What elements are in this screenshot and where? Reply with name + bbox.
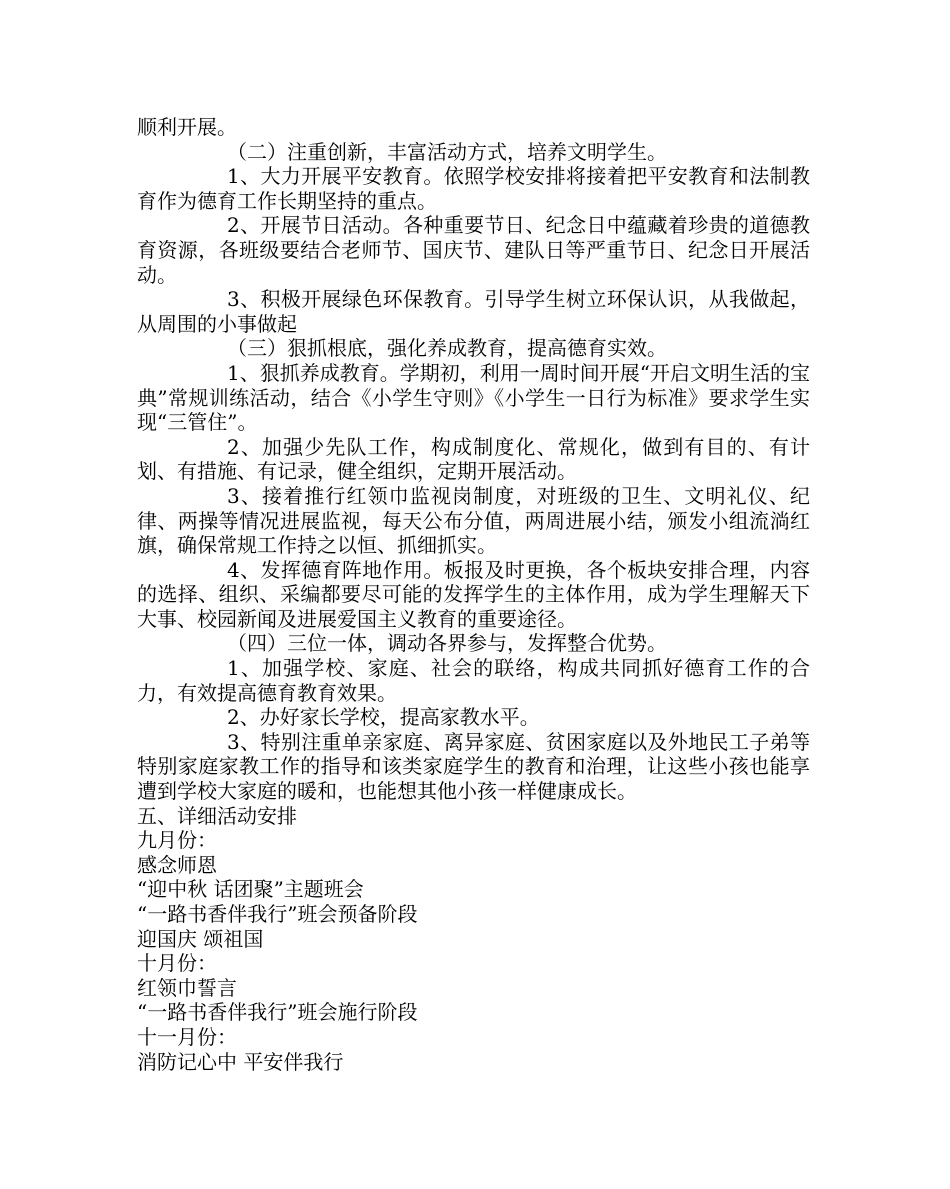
paragraph-2-1: 1、大力开展平安教育。依照学校安排将接着把平安教育和法制教育作为德育工作长期坚持的重点。 (137, 164, 810, 213)
paragraph-3-1: 1、狠抓养成教育。学期初，利用一周时间开展“开启文明生活的宝典”常规训练活动，结合《小学生守则》《小学生一日行为标准》要求学生实现“三管住”。 (137, 360, 810, 435)
section-heading-2: （二）注重创新，丰富活动方式，培养文明学生。 (227, 139, 667, 164)
activity-item: “一路书香伴我行”班会预备阶段 (137, 902, 418, 926)
paragraph-2-2: 2、开展节日活动。各种重要节日、纪念日中蕴藏着珍贵的道德教育资源，各班级要结合老师节、国庆节、建队日等严重节日、纪念日开展活动。 (137, 213, 810, 287)
document-body (137, 115, 810, 1074)
section-heading-5: 五、详细活动安排 (137, 803, 297, 828)
month-heading-november: 十一月份： (137, 1024, 237, 1049)
paragraph-3-2: 2、加强少先队工作，构成制度化、常规化，做到有目的、有计划、有措施、有记录，健全组织，定期开展活动。 (137, 434, 810, 484)
section-heading-4: （四）三位一体，调动各界参与，发挥整合优势。 (227, 631, 667, 656)
activity-item: 红领巾誓言 (137, 975, 237, 1000)
activity-item: 迎国庆 颂祖国 (137, 926, 264, 951)
paragraph-2-3: 3、积极开展绿色环保教育。引导学生树立环保认识，从我做起，从周围的小事做起 (137, 287, 810, 336)
paragraph-4-3: 3、特别注重单亲家庭、离异家庭、贫困家庭以及外地民工子弟等特别家庭家教工作的指导和该类家庭学生的教育和治理，让这些小孩也能享遭到学校大家庭的暖和，也能想其他小孩一样健康成长。 (137, 729, 810, 804)
activity-item: 消防记心中 平安伴我行 (137, 1049, 344, 1074)
activity-item: “一路书香伴我行”班会施行阶段 (137, 1000, 418, 1025)
paragraph-4-1: 1、加强学校、家庭、社会的联络，构成共同抓好德育工作的合力，有效提高德育教育效果。 (137, 656, 810, 705)
paragraph-3-3: 3、接着推行红领巾监视岗制度，对班级的卫生、文明礼仪、纪律、两操等情况进展监视，每天公布分值，两周进展小结，颁发小组流淌红旗，确保常规工作持之以恒、抓细抓实。 (137, 483, 810, 558)
paragraph-4-2: 2、办好家长学校，提高家教水平。 (227, 705, 540, 730)
month-heading-october: 十月份： (137, 951, 217, 976)
section-heading-3: （三）狠抓根底，强化养成教育，提高德育实效。 (227, 336, 667, 361)
paragraph-continuation: 顺利开展。 (137, 115, 237, 139)
activity-item: “迎中秋 话团聚”主题班会 (137, 877, 364, 902)
paragraph-3-4: 4、发挥德育阵地作用。板报及时更换，各个板块安排合理，内容的选择、组织、采编都要尽可能的发挥学生的主体作用，成为学生理解天下大事、校园新闻及进展爱国主义教育的重要途径。 (137, 557, 810, 631)
activity-item: 感念师恩 (137, 852, 217, 877)
month-heading-september: 九月份： (137, 828, 217, 853)
